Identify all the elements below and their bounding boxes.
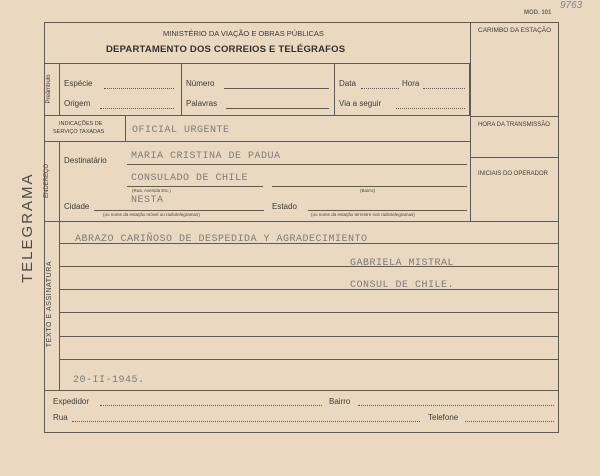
service-label-line1: INDICAÇÕES DE (59, 121, 103, 127)
message-date: 20-II-1945. (73, 375, 145, 386)
numero-label: Número (186, 79, 215, 88)
destinatario-label: Destinatário (64, 156, 107, 165)
rua-label: Rua (53, 413, 68, 422)
text-section-label: TEXTO E ASSINATURA (46, 260, 53, 348)
ministry-title: MINISTÉRIO DA VIAÇÃO E OBRAS PÚBLICAS (163, 29, 324, 38)
cidade-label: Cidade (64, 202, 90, 211)
especie-label: Espécie (64, 79, 93, 88)
palavras-label: Palavras (186, 99, 218, 108)
department-title: DEPARTAMENTO DOS CORREIOS E TELÉGRAFOS (106, 44, 346, 55)
telegram-side-title: TELEGRAMA (19, 172, 36, 283)
origem-label: Origem (64, 99, 91, 108)
bairro-label: Bairro (329, 397, 351, 406)
data-label: Data (339, 79, 356, 88)
street-hint: (Rua, Avenida Etc.) (132, 188, 171, 193)
estado-label: Estado (272, 202, 297, 211)
hora-label: Hora (402, 79, 420, 88)
address-section-label: ENDEREÇO (44, 164, 50, 199)
expedidor-label: Expedidor (53, 397, 90, 406)
operator-initials-label: INICIAIS DO OPERADOR (478, 171, 549, 177)
street-value: CONSULADO DE CHILE (131, 173, 249, 184)
telefone-label: Telefone (428, 413, 459, 422)
signature-name: GABRIELA MISTRAL (350, 258, 455, 269)
service-value: OFICIAL URGENTE (132, 125, 230, 136)
preamble-section-label: Preâmbulo (46, 74, 52, 104)
message-text: ABRAZO CARIÑOSO DE DESPEDIDA Y AGRADECIMIENTO (75, 234, 368, 245)
form-model-number: MOD. 101 (524, 10, 552, 16)
pencil-archive-number: 9763 (560, 0, 583, 11)
signature-title: CONSUL DE CHILE. (350, 280, 455, 291)
destinatario-value: MARIA CRISTINA DE PADUA (131, 151, 281, 162)
cidade-value: NESTA (131, 195, 164, 206)
cidade-hint: (ou nome da estação móvel ou radiotelegramas) (103, 212, 200, 217)
station-stamp-label: CARIMBO DA ESTAÇÃO (478, 27, 552, 34)
bairro-hint: (Bairro) (360, 188, 376, 193)
estado-hint: (ou nome da estação terrestre nos radiotelegramas) (311, 212, 415, 217)
transmission-time-label: HORA DA TRANSMISSÃO (478, 122, 550, 128)
service-label-line2: SERVIÇO TAXADAS (53, 129, 105, 135)
via-label: Via a seguir (339, 99, 382, 108)
